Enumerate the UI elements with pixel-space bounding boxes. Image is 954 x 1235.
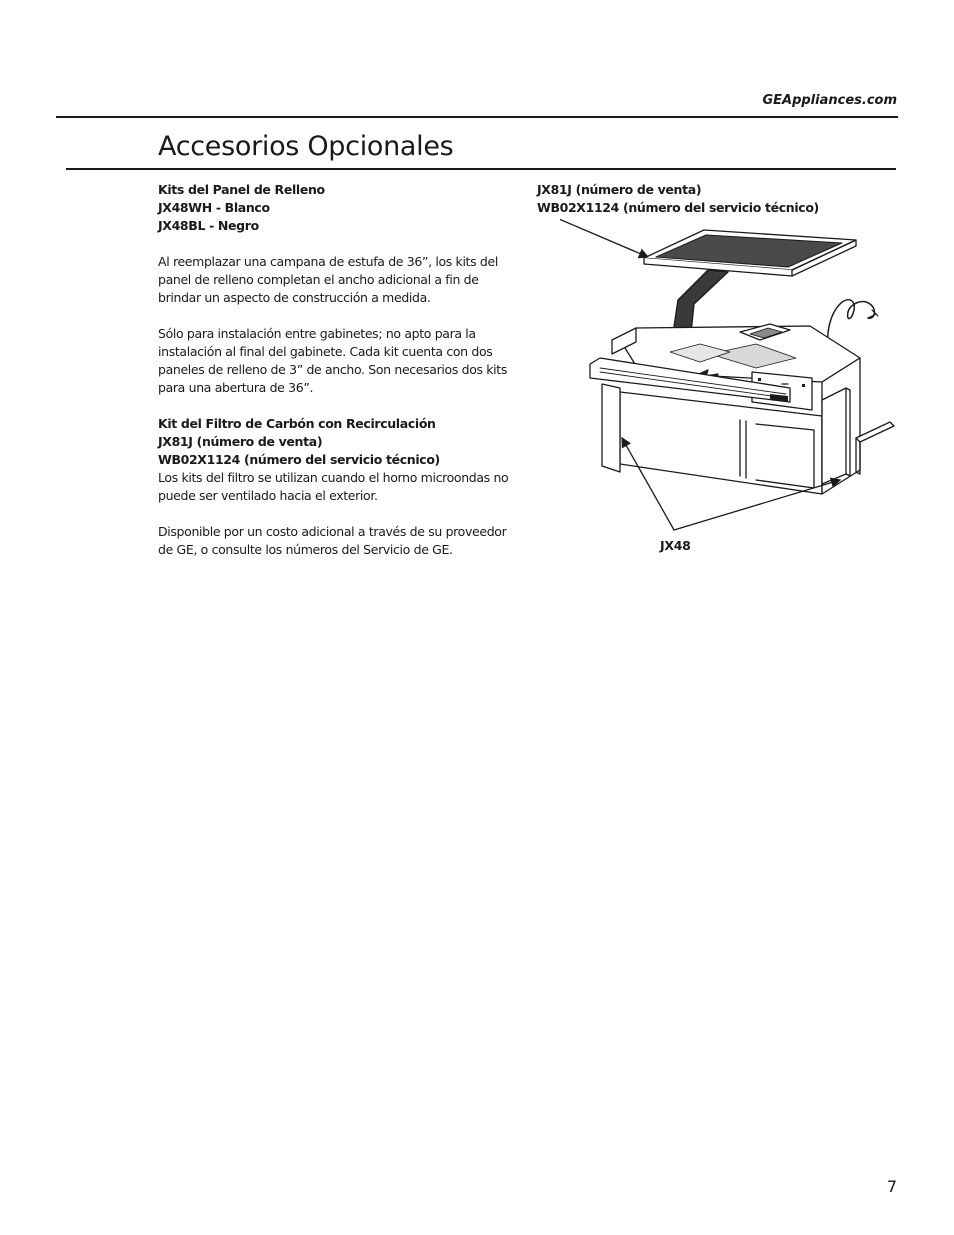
diagram-caption-service: WB02X1124 (número del servicio técnico) (537, 200, 819, 215)
filter-kit-description: Los kits del filtro se utilizan cuando el horno microondas no puede ser ventilado hacia el exterior. (158, 470, 509, 503)
diagram-caption-sale: JX81J (número de venta) (537, 182, 702, 197)
filler-kit-paragraph-2: Sólo para instalación entre gabinetes; no apto para la instalación al final del gabinete. Cada kit cuenta con dos paneles de relleno de 3” de ancho. Son necesarios dos kits para una abertura de 36”. (158, 326, 508, 395)
filter-kit-model-service: WB02X1124 (número del servicio técnico) (158, 452, 440, 467)
filler-kit-paragraph-1: Al reemplazar una campana de estufa de 36”, los kits del panel de relleno completan el ancho adicional a fin de brindar un aspecto de construcción a medida. (158, 254, 498, 305)
filler-leader-line-right (674, 480, 840, 530)
page-title: Accesorios Opcionales (158, 131, 454, 162)
microwave-accessories-illustration (560, 212, 900, 542)
filler-kit-heading-block (158, 181, 518, 235)
filler-kit-model-black: JX48BL - Negro (158, 218, 259, 233)
filler-kit-model-white: JX48WH - Blanco (158, 200, 270, 215)
site-url: GEAppliances.com (762, 93, 897, 108)
filter-kit-block (158, 415, 518, 505)
title-rule (66, 168, 896, 170)
availability-text: Disponible por un costo adicional a través de su proveedor de GE, o consulte los números del Servicio de GE. (158, 524, 507, 557)
filter-kit-model-sale: JX81J (número de venta) (158, 434, 323, 449)
filter-kit-heading: Kit del Filtro de Carbón con Recirculación (158, 416, 436, 431)
accessories-text-column (158, 181, 518, 577)
filler-panel-label: JX48 (660, 538, 691, 553)
charcoal-filter-icon (644, 230, 856, 276)
page-number: 7 (886, 1177, 897, 1196)
filter-leader-line (560, 216, 648, 257)
filler-kit-heading: Kits del Panel de Relleno (158, 182, 325, 197)
header-rule (56, 116, 898, 118)
microwave-oven-icon (590, 324, 894, 494)
